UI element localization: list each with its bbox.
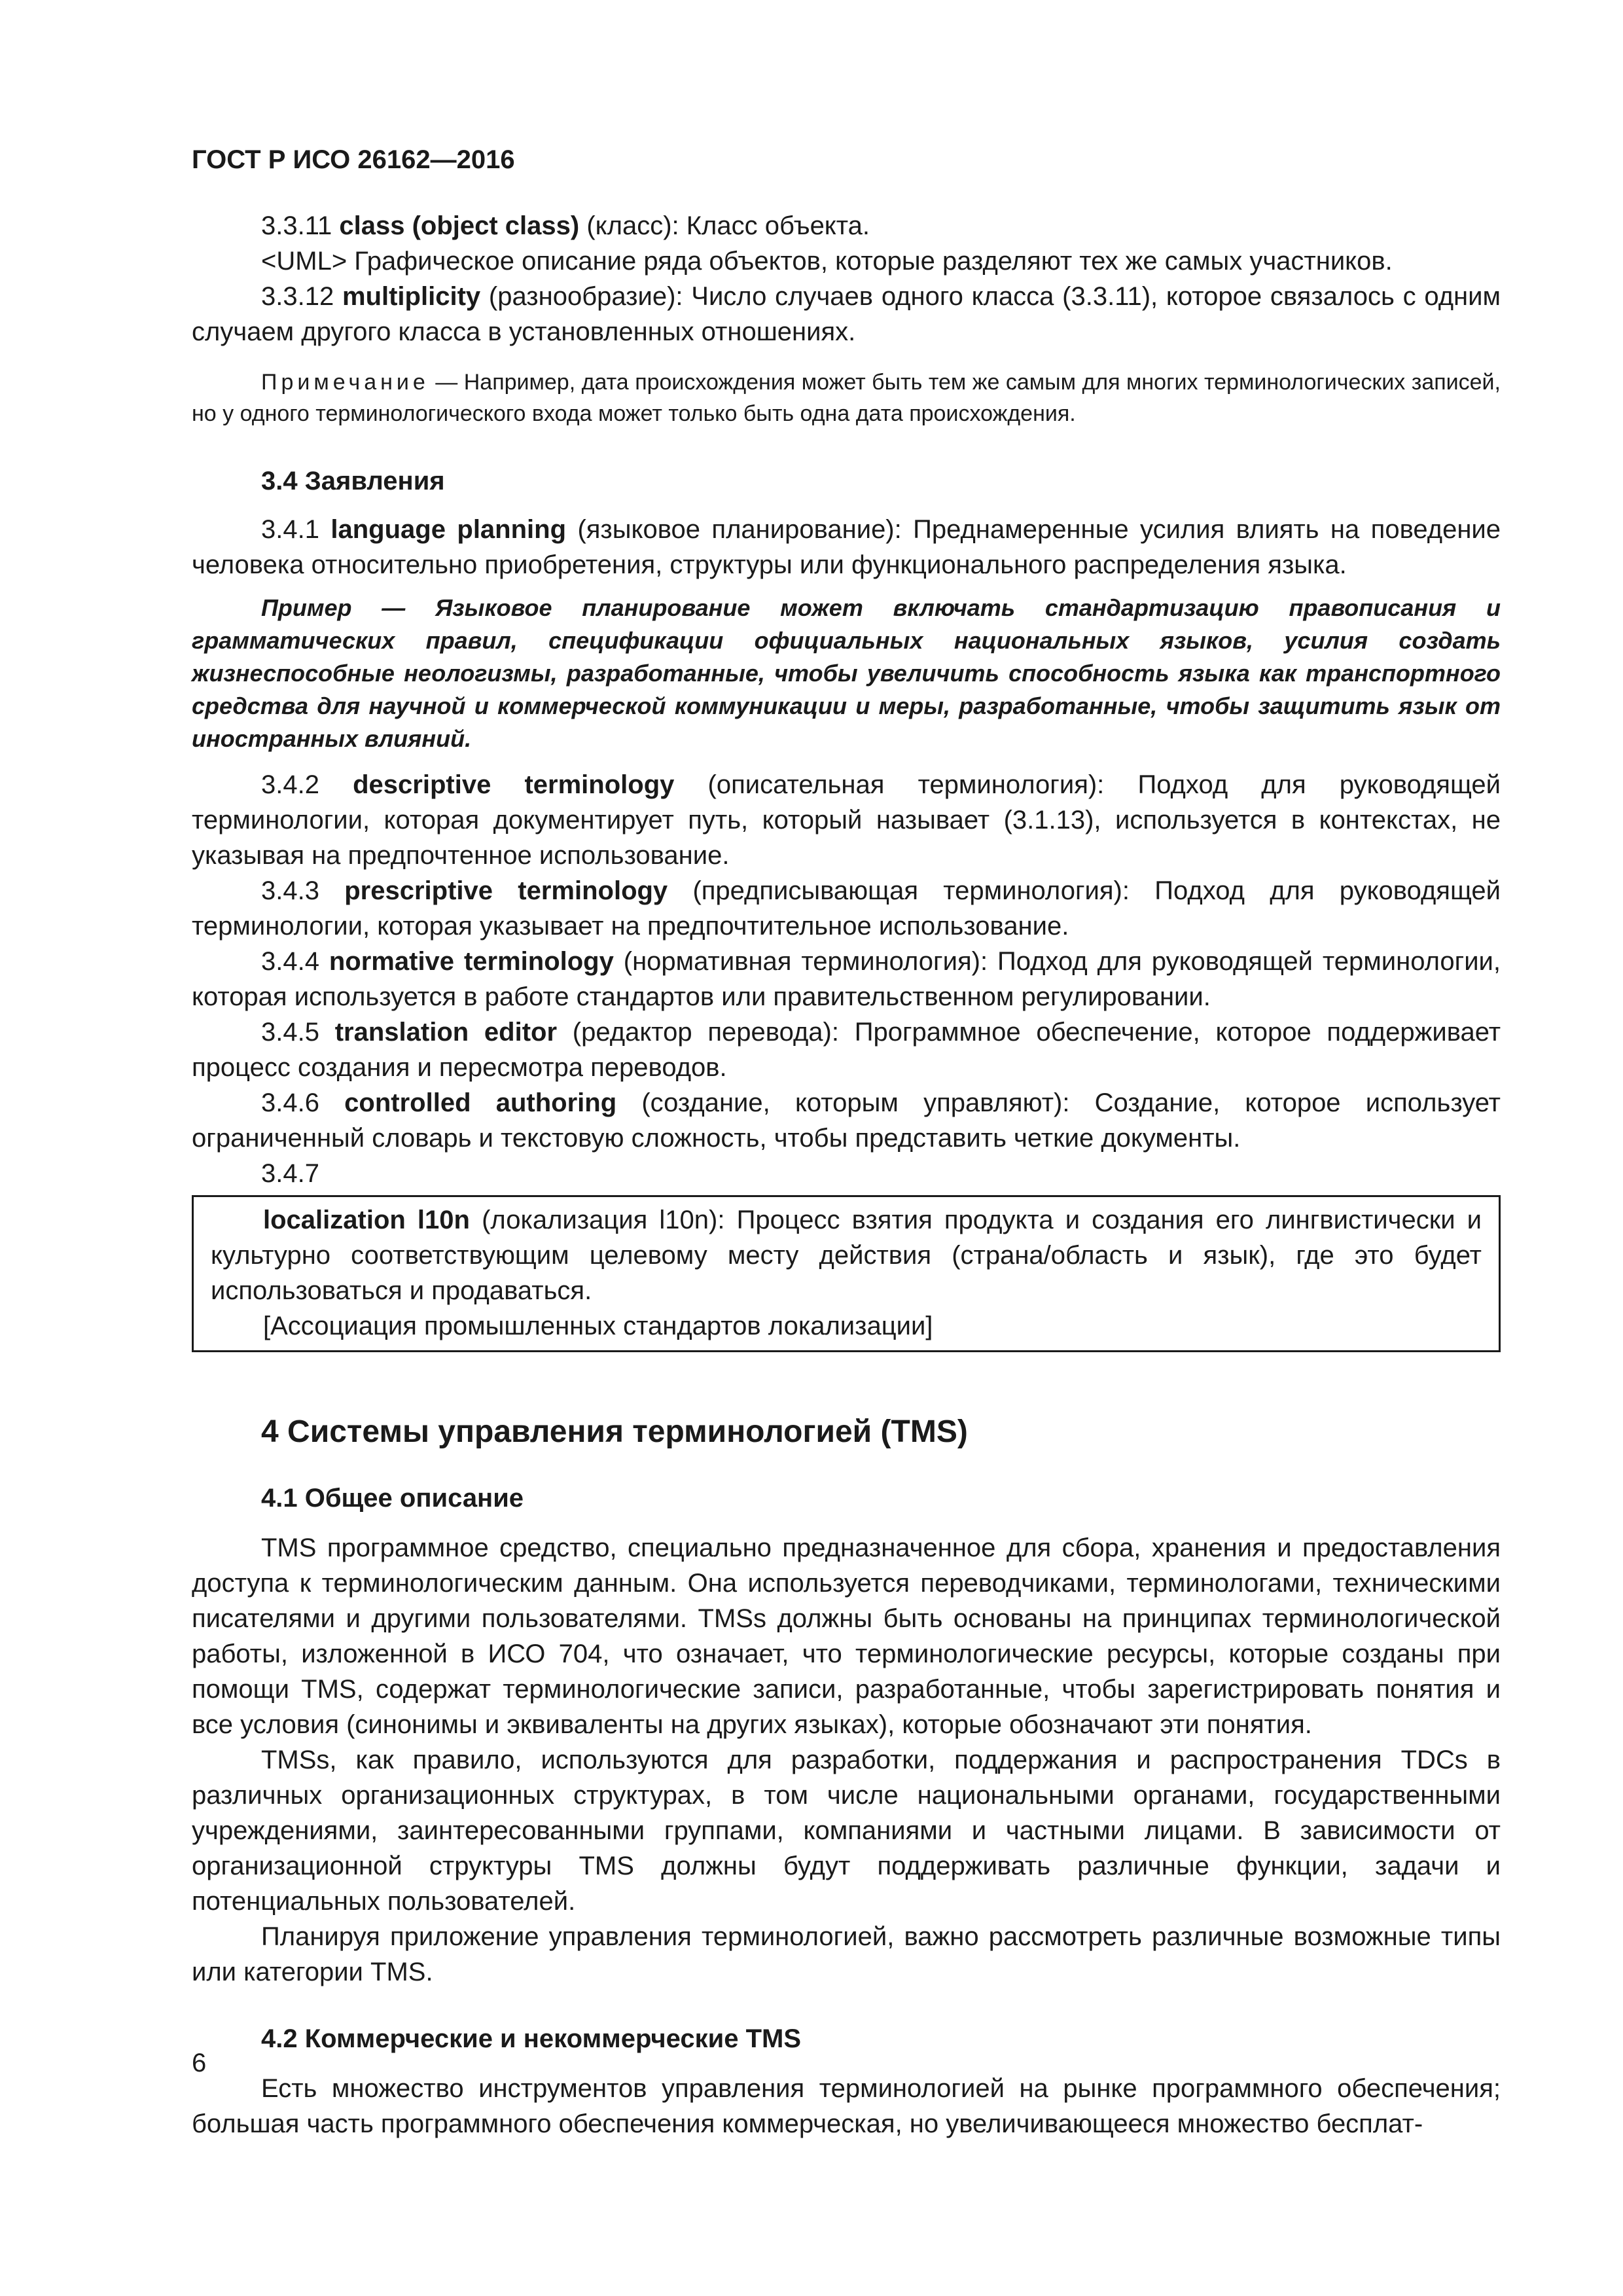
term: descriptive terminology xyxy=(353,770,675,799)
note-label: Примечание xyxy=(261,370,429,395)
term: translation editor xyxy=(334,1018,558,1047)
definition-text: (нормативная терминология): Подход для руководящей терминологии, которая используется в работе стандартов или правительственном регулировании. xyxy=(192,947,1501,1011)
definition-text: (редактор перевода): Программное обеспечение, которое поддерживает процесс создания и пересмотра переводов. xyxy=(192,1018,1501,1082)
term: prescriptive terminology xyxy=(344,876,668,905)
section-heading-4-2: 4.2 Коммерческие и некоммерческие TMS xyxy=(261,2024,802,2053)
paragraph: Есть множество инструментов управления терминологией на рынке программного обеспечения; большая часть программного обеспечения коммерческая, но увеличивающееся множество бесплат- xyxy=(192,2074,1501,2138)
section-heading-4-1: 4.1 Общее описание xyxy=(261,1484,524,1513)
term: language planning xyxy=(330,515,567,544)
clause-number: 3.4.5 xyxy=(261,1018,335,1047)
definition-source: [Ассоциация промышленных стандартов локализации] xyxy=(263,1312,933,1340)
section-heading-3-4: 3.4 Заявления xyxy=(261,467,445,495)
definition-text: (описательная терминология): Подход для руководящей терминологии, которая документирует путь, который называет (3.1.13), используется в контекстах, не указывая на предпочтенное использование. xyxy=(192,770,1501,870)
term: controlled authoring xyxy=(344,1088,617,1117)
term: normative terminology xyxy=(329,947,614,976)
uml-line: <UML> Графическое описание ряда объектов, которые разделяют тех же самых участников. xyxy=(261,247,1393,276)
definition-text: (разнообразие): Число случаев одного класса (3.3.11), которое связалось с одним случаем другого класса в установленных отношениях. xyxy=(192,282,1501,346)
definition-text: (создание, которым управляют): Создание, которое использует ограниченный словарь и текстовую сложность, чтобы представить четкие документы. xyxy=(192,1088,1501,1153)
paragraph: TMS программное средство, специально предназначенное для сбора, хранения и предоставления доступа к терминологическим данным. Она используется переводчиками, терминологами, техническими писателями и другими пользователями. TMSs должны быть основаны на принципах терминологической работы, изложенной в ИСО 704, что означает, что терминологические ресурсы, которые созданы при помощи TMS, содержат терминологические записи, разработанные, чтобы зарегистрировать понятия и все условия (синонимы и эквиваленты на других языках), которые обозначают эти понятия. xyxy=(192,1534,1501,1739)
definition-3-4-6 xyxy=(192,1085,1501,1156)
clause-number: 3.4.6 xyxy=(261,1088,345,1117)
note-text: — Например, дата происхождения может быть тем же самым для многих терминологических записей, но у одного терминологического входа может только быть одна дата происхождения. xyxy=(192,370,1501,426)
definition-3-4-1 xyxy=(192,512,1501,583)
clause-number-3-4-7: 3.4.7 xyxy=(261,1159,319,1188)
definition-text: (языковое планирование): Преднамеренные усилия влиять на поведение человека относительно приобретения, структуры или функционального распределения языка. xyxy=(192,515,1501,579)
term: class (object class) xyxy=(339,211,580,240)
definition-text: (предписывающая терминология): Подход для руководящей терминологии, которая указывает на предпочтительное использование. xyxy=(192,876,1501,941)
page-number: 6 xyxy=(192,2049,207,2077)
term: multiplicity xyxy=(342,282,481,311)
example: Пример — Языковое планирование может включать стандартизацию правописания и грамматических правил, спецификации официальных национальных языков, усилия создать жизнеспособные неологизмы, разработанные, чтобы увеличить способность языка как транспортного средства для научной и коммерческой коммуникации и меры, разработанные, чтобы защитить язык от иностранных влияний. xyxy=(192,594,1501,752)
definition-3-4-3 xyxy=(192,873,1501,944)
definition-3-4-2 xyxy=(192,767,1501,873)
clause-number: 3.4.4 xyxy=(261,947,329,976)
definition-text: (локализация l10n): Процесс взятия продукта и создания его лингвистически и культурно соответствующим целевому месту действия (страна/область и язык), где это будет использоваться и продаваться. xyxy=(211,1206,1482,1305)
definition-3-4-7 xyxy=(211,1202,1482,1308)
document-header: ГОСТ Р ИСО 26162—2016 xyxy=(192,145,515,174)
clause-number: 3.4.2 xyxy=(261,770,353,799)
document-page xyxy=(192,144,1501,2142)
clause-number: 3.3.11 xyxy=(261,211,340,240)
paragraph: TMSs, как правило, используются для разработки, поддержания и распространения TDCs в различных организационных структурах, в том числе национальными органами, государственными учреждениями, заинтересованными группами, компаниями и частными лицами. В зависимости от организационной структуры TMS должны будут поддерживать различные функции, задачи и потенциальных пользователей. xyxy=(192,1746,1501,1916)
clause-number: 3.3.12 xyxy=(261,282,342,311)
definition-3-4-5 xyxy=(192,1014,1501,1085)
paragraph: Планируя приложение управления терминологией, важно рассмотреть различные возможные типы или категории TMS. xyxy=(192,1922,1501,1986)
definition-3-3-11 xyxy=(192,208,1501,243)
boxed-definition xyxy=(192,1195,1501,1352)
definition-3-4-4 xyxy=(192,944,1501,1014)
clause-number: 3.4.1 xyxy=(261,515,331,544)
section-heading-4: 4 Системы управления терминологией (TMS) xyxy=(261,1414,968,1449)
note xyxy=(192,367,1501,429)
clause-number: 3.4.3 xyxy=(261,876,345,905)
definition-text: (класс): Класс объекта. xyxy=(579,211,870,240)
term: localization l10n xyxy=(263,1206,470,1234)
definition-3-3-12 xyxy=(192,279,1501,350)
